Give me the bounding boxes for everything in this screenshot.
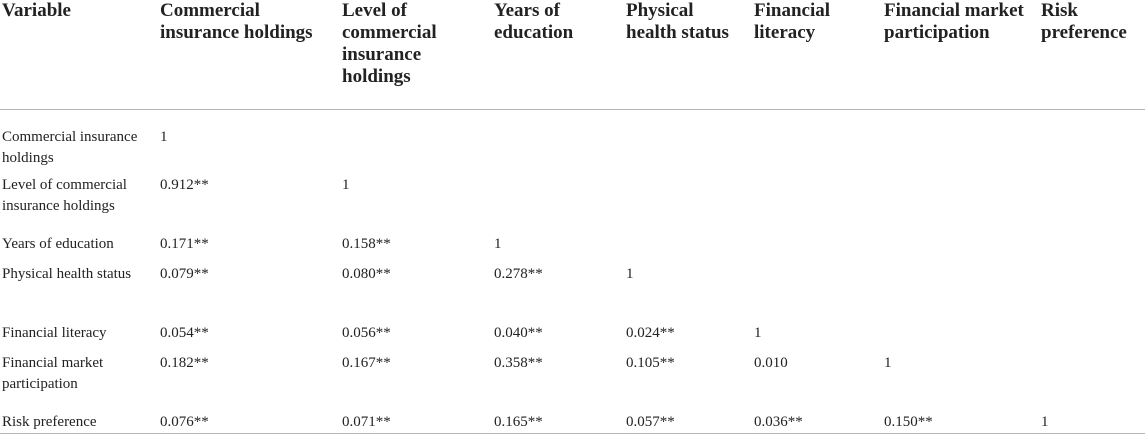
row-label: Physical health status bbox=[2, 265, 132, 282]
header-variable: Variable bbox=[0, 0, 158, 109]
table-row bbox=[0, 169, 1145, 228]
table-cell: 0.167** bbox=[342, 354, 391, 371]
table-cell: 0.105** bbox=[626, 354, 675, 371]
table-cell: 1 bbox=[160, 128, 168, 145]
table-cell: 0.036** bbox=[752, 406, 882, 434]
table-cell bbox=[1039, 228, 1145, 258]
row-label: Level of commercial insurance holdings bbox=[2, 176, 127, 214]
table-cell bbox=[752, 258, 882, 317]
table-cell bbox=[1039, 317, 1145, 347]
table-cell bbox=[752, 228, 882, 258]
header-row bbox=[0, 0, 1145, 109]
table-row bbox=[0, 317, 1145, 347]
header-level-of-commercial-insurance-holdings: Level of commercial insurance holdings bbox=[340, 0, 492, 109]
table-cell: 0.054** bbox=[160, 324, 209, 341]
table-header bbox=[0, 0, 1145, 109]
table-cell: 0.071** bbox=[340, 406, 492, 434]
row-label: Financial market participation bbox=[2, 354, 104, 392]
header-commercial-insurance-holdings: Commercial insurance holdings bbox=[158, 0, 340, 109]
table-cell bbox=[624, 109, 752, 169]
table-cell: 0.040** bbox=[494, 324, 543, 341]
table-cell: 0.024** bbox=[626, 324, 675, 341]
header-risk-preference: Risk preference bbox=[1039, 0, 1145, 109]
table-cell bbox=[1039, 258, 1145, 317]
header-physical-health-status: Physical health status bbox=[624, 0, 752, 109]
table-cell: 1 bbox=[884, 354, 892, 371]
header-financial-literacy: Financial literacy bbox=[752, 0, 882, 109]
table-cell: 0.056** bbox=[342, 324, 391, 341]
table-cell bbox=[882, 109, 1039, 169]
header-years-of-education: Years of education bbox=[492, 0, 624, 109]
row-label: Years of education bbox=[2, 235, 114, 252]
table-cell: 0.150** bbox=[882, 406, 1039, 434]
table-cell bbox=[624, 169, 752, 228]
table-cell bbox=[1039, 109, 1145, 169]
table-cell bbox=[752, 169, 882, 228]
table-body bbox=[0, 109, 1145, 433]
table-cell: 1 bbox=[342, 176, 350, 193]
row-label: Financial literacy bbox=[2, 324, 107, 341]
table-cell: 0.358** bbox=[494, 354, 543, 371]
table-cell: 0.010 bbox=[754, 354, 788, 371]
table-cell: 1 bbox=[754, 324, 762, 341]
table-cell bbox=[882, 258, 1039, 317]
table-cell: 0.171** bbox=[160, 235, 209, 252]
table-row bbox=[0, 228, 1145, 258]
row-label: Commercial insurance holdings bbox=[2, 128, 138, 166]
table-row bbox=[0, 258, 1145, 317]
table-cell bbox=[340, 109, 492, 169]
table-cell: 0.158** bbox=[342, 235, 391, 252]
table-cell bbox=[882, 317, 1039, 347]
table-cell bbox=[882, 169, 1039, 228]
table-cell bbox=[1039, 169, 1145, 228]
table-cell: 1 bbox=[1039, 406, 1145, 434]
table-cell: 0.057** bbox=[624, 406, 752, 434]
table-row bbox=[0, 347, 1145, 406]
table-cell: 0.912** bbox=[160, 176, 209, 193]
table-cell bbox=[752, 109, 882, 169]
table-cell bbox=[492, 169, 624, 228]
table-cell: 1 bbox=[494, 235, 502, 252]
table-cell: 0.278** bbox=[494, 265, 543, 282]
row-label: Risk preference bbox=[0, 406, 158, 434]
table-cell: 0.079** bbox=[160, 265, 209, 282]
table-cell: 0.182** bbox=[160, 354, 209, 371]
table-cell bbox=[1039, 347, 1145, 406]
table-cell: 0.165** bbox=[492, 406, 624, 434]
table-row bbox=[0, 406, 1145, 434]
table-cell: 0.076** bbox=[158, 406, 340, 434]
table-row bbox=[0, 109, 1145, 169]
table-cell bbox=[492, 109, 624, 169]
table-cell: 1 bbox=[626, 265, 634, 282]
table-cell: 0.080** bbox=[342, 265, 391, 282]
header-financial-market-participation: Financial market participation bbox=[882, 0, 1039, 109]
table-cell bbox=[882, 228, 1039, 258]
table-cell bbox=[624, 228, 752, 258]
